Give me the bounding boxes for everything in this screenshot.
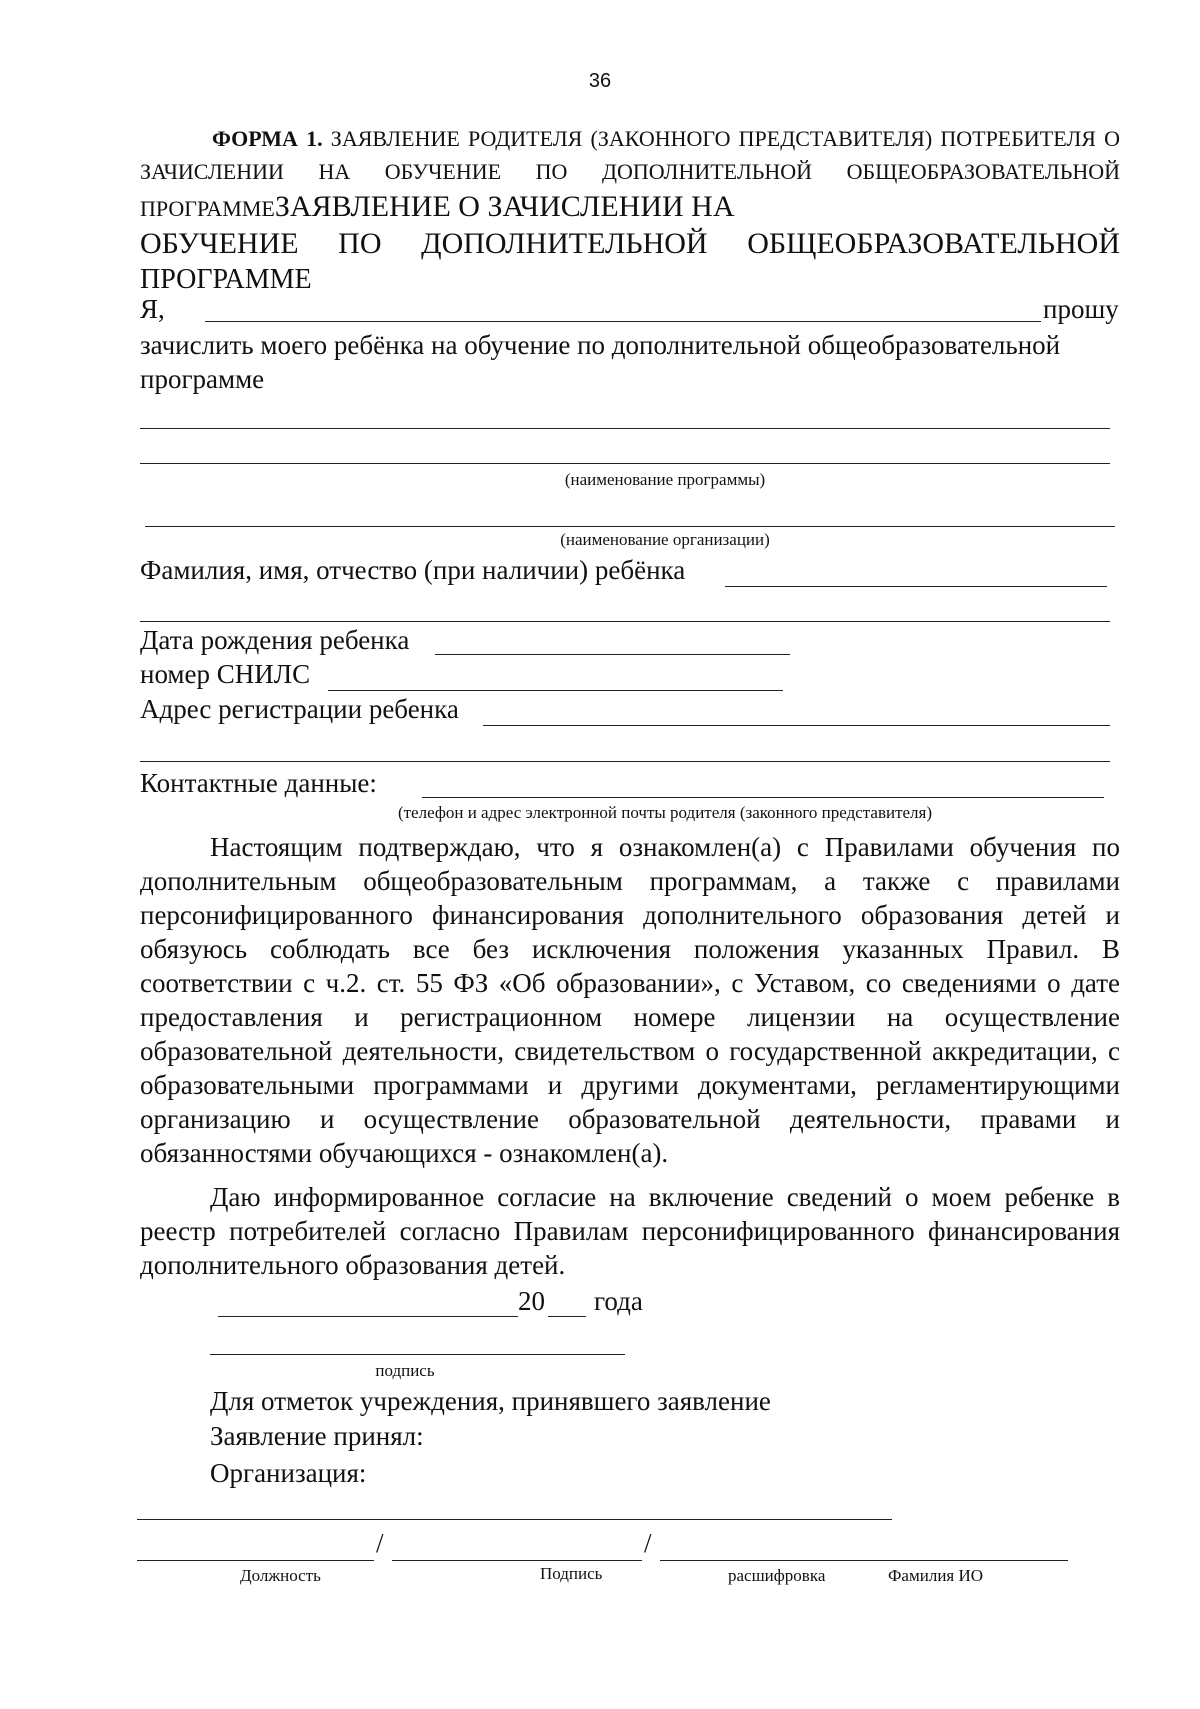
form-heading	[140, 122, 1120, 298]
date-year-prefix: 20	[518, 1286, 545, 1316]
program-name-field-1[interactable]	[140, 428, 1110, 429]
consent-paragraph-1	[140, 830, 1120, 1170]
office-accepted-label: Заявление принял:	[210, 1421, 424, 1451]
contacts-field[interactable]	[422, 797, 1104, 798]
decoding-caption: расшифровка	[728, 1566, 826, 1585]
office-marks-title: Для отметок учреждения, принявшего заявление	[210, 1386, 771, 1416]
request-line2: зачислить моего ребёнка на обучение по дополнительной общеобразовательной	[140, 330, 1061, 360]
page-number: 36	[588, 70, 612, 92]
birth-date-field[interactable]	[435, 654, 790, 655]
date-year-field[interactable]	[548, 1316, 586, 1317]
signature-caption: подпись	[375, 1361, 435, 1380]
heading-line4: ОБУЧЕНИЕ ПО ДОПОЛНИТЕЛЬНОЙ ОБЩЕОБРАЗОВАТЕЛЬНОЙ	[140, 227, 1120, 260]
sign-caption: Подпись	[540, 1564, 603, 1583]
birth-date-label: Дата рождения ребенка	[140, 625, 410, 655]
contacts-label: Контактные данные:	[140, 768, 377, 798]
child-name-field[interactable]	[725, 586, 1107, 587]
date-year-suffix: года	[594, 1286, 643, 1316]
request-ya: Я,	[140, 294, 165, 324]
contacts-caption: (телефон и адрес электронной почты родителя (законного представителя)	[397, 803, 933, 822]
snils-label: номер СНИЛС	[140, 659, 311, 689]
consent-paragraph-2	[140, 1180, 1120, 1282]
consent-paragraph-1-text: Настоящим подтверждаю, что я ознакомлен(а) с Правилами обучения по дополнительным общеобразовательным программам, а также с правилами персонифицированного финансирования дополнительного образования детей и обязуюсь соблюдать все без исключения положения указанных Правил. В соответствии с ч.2. ст. 55 ФЗ «Об образовании», с Уставом, со сведениями о дате предоставления и регистрационном номере лицензии на осуществление образовательной деятельности, свидетельством о государственной аккредитации, с образовательными программами и другими документами, регламентирующими организацию и осуществление образовательной деятельности, правами и обязанностями обучающихся - ознакомлен(а).	[140, 832, 1120, 1168]
form-label: ФОРМА 1.	[212, 126, 323, 151]
heading-part2: ЗАЯВЛЕНИЕ О ЗАЧИСЛЕНИИ НА	[274, 190, 735, 223]
request-line3: программе	[140, 364, 265, 394]
organization-name-caption: (наименование организации)	[560, 530, 770, 549]
position-field[interactable]	[137, 1560, 374, 1561]
decoding-field[interactable]	[660, 1560, 1068, 1561]
position-caption: Должность	[240, 1566, 321, 1585]
snils-field[interactable]	[328, 690, 783, 691]
parent-name-field[interactable]	[205, 321, 1041, 322]
organization-name-field[interactable]	[145, 526, 1115, 527]
surname-caption: Фамилия ИО	[888, 1566, 984, 1585]
sign-field[interactable]	[392, 1560, 642, 1561]
heading-part1: ЗАЯВЛЕНИЕ РОДИТЕЛЯ (ЗАКОННОГО ПРЕДСТАВИТЕЛЯ) ПОТРЕБИТЕЛЯ О ЗАЧИСЛЕНИИ НА ОБУЧЕНИЕ ПО ДОПОЛНИТЕЛЬНОЙ ОБЩЕОБРАЗОВАТЕЛЬНОЙ ПРОГРАММЕ	[140, 126, 1120, 221]
consent-paragraph-2-text: Даю информированное согласие на включение сведений о моем ребенке в реестр потребителей согласно Правилам персонифицированного финансирования дополнительного образования детей.	[140, 1182, 1120, 1280]
program-name-caption: (наименование программы)	[564, 470, 766, 489]
heading-line5: ПРОГРАММЕ	[140, 264, 312, 295]
parent-signature-field[interactable]	[210, 1354, 625, 1355]
date-day-month-field[interactable]	[218, 1316, 518, 1317]
program-name-field-2[interactable]	[140, 463, 1110, 464]
address-field-2[interactable]	[140, 761, 1110, 762]
address-label: Адрес регистрации ребенка	[140, 694, 459, 724]
separator-2: /	[644, 1528, 652, 1558]
child-name-label: Фамилия, имя, отчество (при наличии) ребёнка	[140, 555, 686, 585]
separator-1: /	[376, 1528, 384, 1558]
request-proshu: прошу	[1043, 294, 1119, 324]
address-field[interactable]	[483, 725, 1110, 726]
office-organization-label: Организация:	[210, 1458, 367, 1488]
child-name-field-2[interactable]	[140, 621, 1110, 622]
office-organization-field[interactable]	[137, 1519, 892, 1520]
